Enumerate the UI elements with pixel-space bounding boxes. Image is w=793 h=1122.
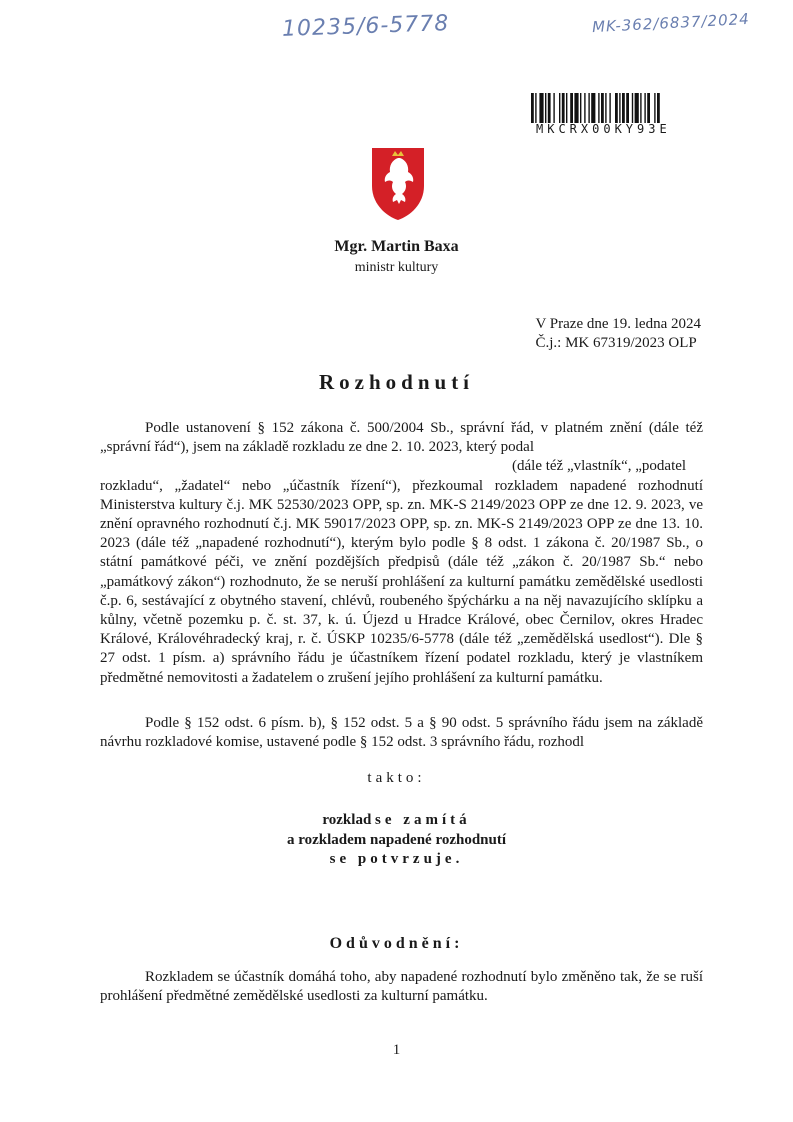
decision-block [0,811,793,870]
minister-name: Mgr. Martin Baxa [334,238,459,255]
decision-line2: a rozkladem napadené rozhodnutí [286,831,507,848]
reference-number: Č.j.: MK 67319/2023 OLP [535,335,697,351]
place-and-reference [535,315,701,353]
minister-role: ministr kultury [354,260,439,275]
decision-rejected: se zamítá [375,812,471,828]
decision-line3: se potvrzuje. [329,851,464,867]
place-date: V Praze dne 19. ledna 2024 [535,316,701,332]
reasoning-heading: Odůvodnění: [329,935,464,952]
paragraph-intro-line2: (dále též „vlastník“, „podatel [512,458,687,475]
paragraph-introduction [100,419,703,688]
decision-line1 [0,811,793,831]
handwritten-file-number: MK-362/6837/2024 [591,9,751,37]
page-number: 1 [392,1042,401,1058]
paragraph-intro-line1: Podle ustanovení § 152 zákona č. 500/2004 Sb., správní řád, v platném znění (dále též „správní řád“), jsem na základě rozkladu ze dne 2. 10. 2023, který podal [100,420,703,456]
barcode-code: MKCRX00KY93E [536,122,671,136]
paragraph-intro-body: rozkladu“, „žadatel“ nebo „účastník řízení“), přezkoumal rozkladem napadené rozhodnutí Ministerstva kultury č.j. MK 52530/2023 OPP, sp. zn. MK-S 2149/2023 OPP ze dne 12. 9. 2023, ve znění opravného rozhodnutí č.j. MK 59017/2023 OPP, sp. zn. MK-S 2149/2023 OPP ze dne 13. 10. 2023 (dále též „napadené rozhodnutí“), kterým bylo podle § 8 odst. 1 zákona č. 20/1987 Sb., o státní památkové péči, ve znění pozdějších předpisů (dále též „zákon č. 20/1987 Sb.“ nebo „památkový zákon“) rozhodnuto, že se neruší prohlášení za kulturní památku zemědělské usedlosti č.p. 6, sestávající z obytného stavení, chlévů, roubeného špýchárku a na něj navazujícího sklípku a kůlny, včetně pozemku p. č. st. 37, k. ú. Újezd u Hradce Králové, obec Černilov, okres Hradec Králové, Královéhradecký kraj, r. č. ÚSKP 10235/6-5778 (dále též „zemědělská usedlost“). Dle § 27 odst. 1 písm. a) správního řádu je účastníkem řízení podatel rozkladu, který je vlastníkem předmětné nemovitosti a žadatelem o zrušení jejího prohlášení za kulturní památku. [100,477,703,686]
paragraph-legal-basis: Podle § 152 odst. 6 písm. b), § 152 odst. 5 a § 90 odst. 5 správního řádu jsem na základě návrhu rozkladové komise, ustavené podle § 152 odst. 3 správního řádu, rozhodl [100,715,703,751]
barcode [531,93,699,123]
takto-label: takto: [367,770,426,786]
state-emblem-icon [370,146,426,222]
decision-subject: rozklad [322,812,372,828]
paragraph-reasoning: Rozkladem se účastník domáhá toho, aby napadené rozhodnutí bylo změněno tak, že se ruší prohlášení předmětné zemědělské usedlosti za kulturní památku. [100,969,703,1005]
handwritten-reference: 10235/6-5778 [281,11,450,42]
document-title: Rozhodnutí [318,370,475,394]
